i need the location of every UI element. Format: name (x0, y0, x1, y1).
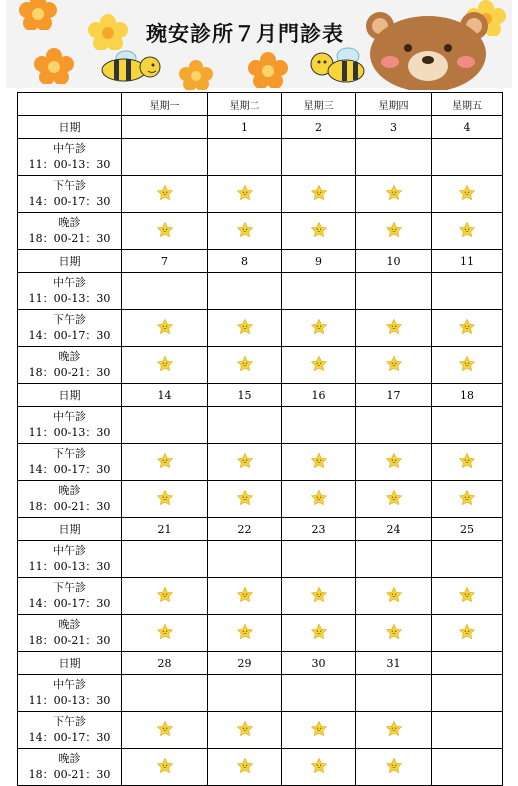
star-icon (156, 229, 174, 242)
weekday-header: 星期五 (432, 93, 503, 116)
slot-cell (356, 213, 432, 250)
date-row (18, 518, 503, 541)
slot-cell (122, 578, 208, 615)
star-icon (385, 326, 403, 339)
bee-icon (96, 48, 168, 84)
slot-row (18, 749, 503, 786)
slot-cell (282, 347, 356, 384)
bee-icon (308, 46, 372, 86)
slot-cell (122, 712, 208, 749)
slot-cell (282, 481, 356, 518)
date-cell: 9 (282, 250, 356, 273)
star-icon (156, 594, 174, 607)
slot-cell (282, 139, 356, 176)
star-icon (156, 460, 174, 473)
star-icon (385, 594, 403, 607)
slot-time: 14：00-17：30 (28, 731, 111, 744)
slot-cell (356, 712, 432, 749)
slot-time: 14：00-17：30 (28, 195, 111, 208)
slot-row (18, 273, 503, 310)
slot-label (18, 213, 122, 250)
slot-cell (432, 273, 503, 310)
slot-name: 晚診 (58, 618, 81, 631)
slot-time: 11：00-13：30 (28, 292, 111, 305)
slot-cell (432, 444, 503, 481)
schedule-body (18, 93, 503, 786)
flower-icon (30, 48, 78, 84)
slot-cell (356, 481, 432, 518)
star-icon (385, 363, 403, 376)
bear-icon (364, 10, 492, 90)
slot-cell (356, 273, 432, 310)
star-icon (385, 192, 403, 205)
slot-cell (208, 213, 282, 250)
slot-name: 晚診 (58, 484, 81, 497)
slot-time: 18：00-21：30 (28, 500, 111, 513)
slot-time: 14：00-17：30 (28, 597, 111, 610)
star-icon (310, 728, 328, 741)
date-cell: 28 (122, 652, 208, 675)
slot-row (18, 444, 503, 481)
slot-row (18, 675, 503, 712)
slot-cell (282, 615, 356, 652)
date-cell: 7 (122, 250, 208, 273)
flower-icon (84, 14, 132, 50)
slot-time: 18：00-21：30 (28, 232, 111, 245)
slot-label (18, 541, 122, 578)
slot-cell (208, 273, 282, 310)
slot-cell (282, 444, 356, 481)
slot-cell (282, 407, 356, 444)
date-cell: 15 (208, 384, 282, 407)
star-icon (156, 728, 174, 741)
slot-cell (356, 749, 432, 786)
star-icon (310, 765, 328, 778)
slot-cell (122, 541, 208, 578)
slot-label (18, 578, 122, 615)
slot-cell (208, 444, 282, 481)
slot-cell (122, 749, 208, 786)
slot-name: 晚診 (58, 752, 81, 765)
date-row (18, 652, 503, 675)
slot-cell (432, 407, 503, 444)
slot-name: 下午診 (53, 313, 86, 326)
date-cell: 24 (356, 518, 432, 541)
date-cell: 21 (122, 518, 208, 541)
slot-cell (432, 347, 503, 384)
slot-row (18, 213, 503, 250)
slot-cell (122, 176, 208, 213)
slot-time: 11：00-13：30 (28, 560, 111, 573)
date-label: 日期 (18, 250, 122, 273)
slot-cell (282, 273, 356, 310)
slot-time: 14：00-17：30 (28, 329, 111, 342)
star-icon (236, 229, 254, 242)
slot-row (18, 541, 503, 578)
star-icon (236, 631, 254, 644)
star-icon (156, 326, 174, 339)
date-cell (122, 116, 208, 139)
slot-label (18, 176, 122, 213)
slot-label (18, 712, 122, 749)
slot-name: 下午診 (53, 715, 86, 728)
date-row (18, 250, 503, 273)
slot-cell (432, 139, 503, 176)
star-icon (236, 363, 254, 376)
slot-cell (282, 176, 356, 213)
slot-cell (432, 310, 503, 347)
star-icon (385, 497, 403, 510)
star-icon (156, 192, 174, 205)
slot-row (18, 481, 503, 518)
star-icon (310, 326, 328, 339)
star-icon (310, 497, 328, 510)
date-cell: 16 (282, 384, 356, 407)
slot-cell (122, 139, 208, 176)
slot-row (18, 407, 503, 444)
slot-time: 18：00-21：30 (28, 634, 111, 647)
slot-row (18, 615, 503, 652)
star-icon (156, 363, 174, 376)
slot-cell (432, 176, 503, 213)
date-cell: 22 (208, 518, 282, 541)
date-row (18, 116, 503, 139)
date-cell: 10 (356, 250, 432, 273)
star-icon (385, 460, 403, 473)
date-label: 日期 (18, 384, 122, 407)
slot-cell (432, 578, 503, 615)
star-icon (310, 192, 328, 205)
slot-cell (432, 481, 503, 518)
weekday-header-row (18, 93, 503, 116)
slot-time: 18：00-21：30 (28, 366, 111, 379)
date-cell: 3 (356, 116, 432, 139)
slot-name: 中午診 (53, 678, 86, 691)
star-icon (385, 229, 403, 242)
star-icon (236, 594, 254, 607)
slot-cell (208, 675, 282, 712)
slot-label (18, 310, 122, 347)
slot-cell (208, 407, 282, 444)
star-icon (236, 192, 254, 205)
date-label: 日期 (18, 116, 122, 139)
slot-cell (356, 444, 432, 481)
slot-cell (208, 310, 282, 347)
date-cell: 31 (356, 652, 432, 675)
star-icon (458, 326, 476, 339)
date-row (18, 384, 503, 407)
star-icon (458, 229, 476, 242)
slot-row (18, 310, 503, 347)
slot-cell (282, 541, 356, 578)
star-icon (385, 765, 403, 778)
corner-cell (18, 93, 122, 116)
weekday-header: 星期一 (122, 93, 208, 116)
slot-cell (122, 615, 208, 652)
star-icon (458, 497, 476, 510)
slot-name: 晚診 (58, 350, 81, 363)
slot-cell (122, 273, 208, 310)
star-icon (458, 631, 476, 644)
star-icon (236, 326, 254, 339)
slot-label (18, 615, 122, 652)
slot-label (18, 347, 122, 384)
date-label: 日期 (18, 518, 122, 541)
slot-cell (432, 615, 503, 652)
slot-cell (122, 213, 208, 250)
slot-label (18, 481, 122, 518)
date-cell: 8 (208, 250, 282, 273)
star-icon (236, 460, 254, 473)
slot-cell (122, 481, 208, 518)
slot-cell (122, 347, 208, 384)
flower-icon (16, 0, 60, 30)
slot-cell (282, 213, 356, 250)
date-cell: 29 (208, 652, 282, 675)
date-cell (432, 652, 503, 675)
slot-time: 11：00-13：30 (28, 158, 111, 171)
slot-name: 下午診 (53, 179, 86, 192)
slot-cell (208, 615, 282, 652)
slot-cell (122, 310, 208, 347)
star-icon (310, 631, 328, 644)
date-cell: 1 (208, 116, 282, 139)
slot-cell (356, 578, 432, 615)
slot-cell (432, 541, 503, 578)
date-cell: 11 (432, 250, 503, 273)
date-cell: 4 (432, 116, 503, 139)
slot-name: 中午診 (53, 276, 86, 289)
star-icon (310, 460, 328, 473)
slot-name: 中午診 (53, 544, 86, 557)
slot-row (18, 578, 503, 615)
date-cell: 14 (122, 384, 208, 407)
slot-cell (432, 712, 503, 749)
slot-time: 11：00-13：30 (28, 694, 111, 707)
slot-name: 中午診 (53, 142, 86, 155)
slot-time: 18：00-21：30 (28, 768, 111, 781)
slot-cell (356, 310, 432, 347)
slot-cell (122, 407, 208, 444)
date-cell: 18 (432, 384, 503, 407)
schedule-table (17, 92, 503, 786)
date-cell: 30 (282, 652, 356, 675)
slot-name: 晚診 (58, 216, 81, 229)
star-icon (458, 594, 476, 607)
slot-row (18, 347, 503, 384)
slot-cell (208, 749, 282, 786)
slot-cell (282, 749, 356, 786)
flower-icon (174, 60, 218, 90)
slot-cell (122, 675, 208, 712)
slot-cell (356, 541, 432, 578)
slot-row (18, 176, 503, 213)
star-icon (310, 594, 328, 607)
slot-cell (208, 481, 282, 518)
slot-cell (208, 578, 282, 615)
slot-cell (356, 347, 432, 384)
banner (6, 0, 512, 88)
slot-row (18, 712, 503, 749)
slot-cell (282, 675, 356, 712)
date-cell: 2 (282, 116, 356, 139)
slot-cell (208, 712, 282, 749)
star-icon (236, 497, 254, 510)
flower-icon (244, 52, 292, 88)
weekday-header: 星期三 (282, 93, 356, 116)
slot-cell (282, 310, 356, 347)
star-icon (458, 460, 476, 473)
star-icon (156, 631, 174, 644)
slot-cell (208, 139, 282, 176)
slot-cell (432, 675, 503, 712)
star-icon (236, 765, 254, 778)
slot-name: 下午診 (53, 581, 86, 594)
star-icon (310, 363, 328, 376)
slot-cell (282, 578, 356, 615)
date-cell: 23 (282, 518, 356, 541)
weekday-header: 星期二 (208, 93, 282, 116)
page-title: 琬安診所７月門診表 (146, 21, 344, 46)
star-icon (236, 728, 254, 741)
date-cell: 25 (432, 518, 503, 541)
slot-cell (356, 176, 432, 213)
slot-cell (208, 541, 282, 578)
slot-name: 下午診 (53, 447, 86, 460)
slot-cell (356, 675, 432, 712)
slot-cell (282, 712, 356, 749)
star-icon (458, 363, 476, 376)
slot-label (18, 139, 122, 176)
slot-label (18, 444, 122, 481)
star-icon (385, 631, 403, 644)
slot-cell (432, 749, 503, 786)
slot-cell (356, 615, 432, 652)
star-icon (156, 497, 174, 510)
slot-cell (356, 407, 432, 444)
slot-cell (432, 213, 503, 250)
slot-cell (356, 139, 432, 176)
slot-label (18, 675, 122, 712)
slot-cell (208, 347, 282, 384)
weekday-header: 星期四 (356, 93, 432, 116)
slot-cell (122, 444, 208, 481)
date-cell: 17 (356, 384, 432, 407)
slot-label (18, 407, 122, 444)
slot-row (18, 139, 503, 176)
slot-time: 11：00-13：30 (28, 426, 111, 439)
star-icon (310, 229, 328, 242)
slot-label (18, 749, 122, 786)
slot-name: 中午診 (53, 410, 86, 423)
slot-label (18, 273, 122, 310)
star-icon (156, 765, 174, 778)
slot-time: 14：00-17：30 (28, 463, 111, 476)
star-icon (385, 728, 403, 741)
date-label: 日期 (18, 652, 122, 675)
slot-cell (208, 176, 282, 213)
star-icon (458, 192, 476, 205)
